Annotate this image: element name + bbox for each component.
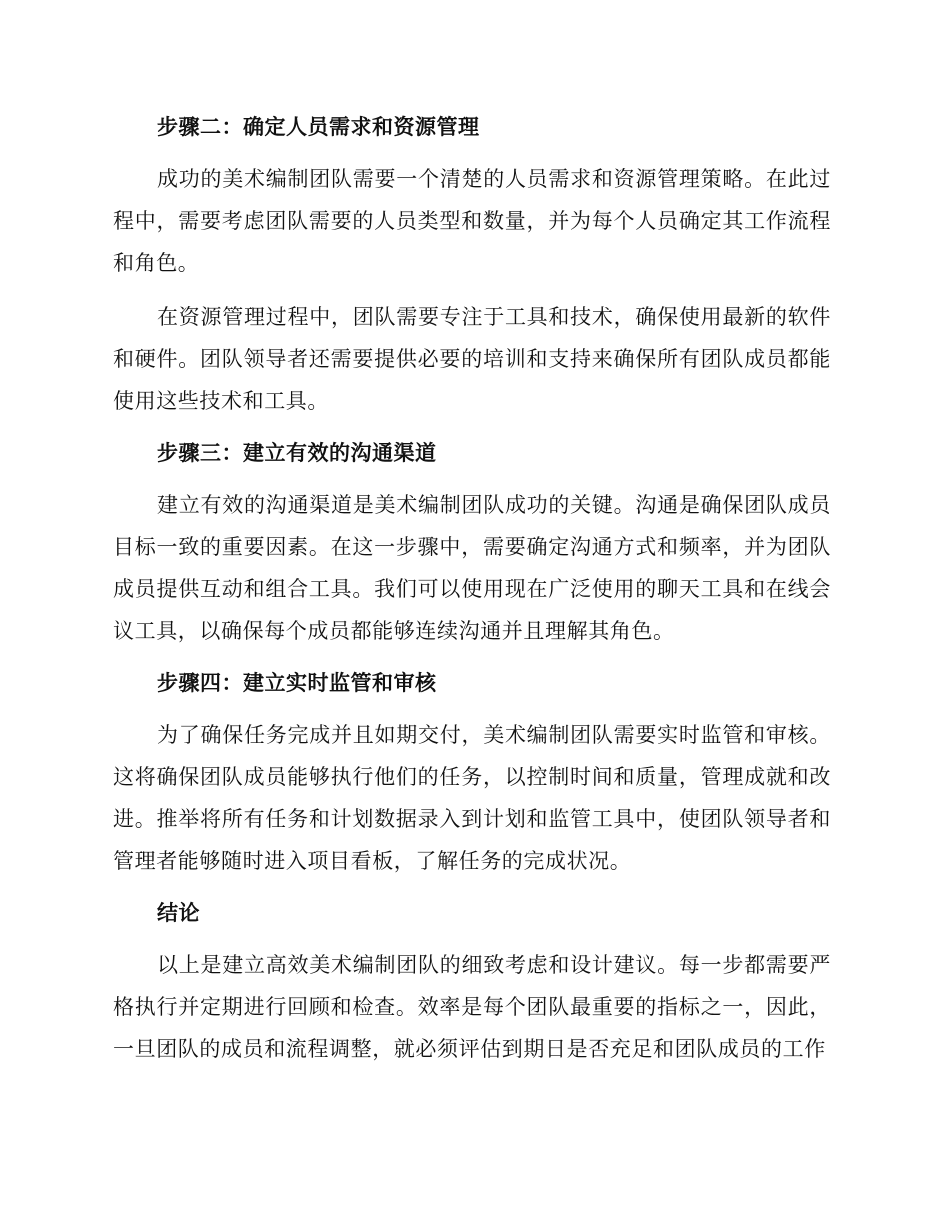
section-heading: 步骤四：建立实时监管和审核: [157, 670, 437, 695]
paragraph: 成功的美术编制团队需要一个清楚的人员需求和资源管理策略。在此过程中，需要考虑团队需要的人员类型和数量，并为每个人员确定其工作流程和角色。: [113, 167, 831, 275]
paragraph: 以上是建立高效美术编制团队的细致考虑和设计建议。每一步都需要严格执行并定期进行回顾和检查。效率是每个团队最重要的指标之一，因此，一旦团队的成员和流程调整，就必须评估到期日是否充足和团队成员的工作: [113, 953, 831, 1061]
section-conclusion: [113, 894, 831, 1070]
section-heading: 结论: [157, 900, 200, 925]
section-heading: 步骤三：建立有效的沟通渠道: [157, 440, 437, 465]
section-step-four: [113, 664, 831, 882]
paragraph: 为了确保任务完成并且如期交付，美术编制团队需要实时监管和审核。这将确保团队成员能够执行他们的任务，以控制时间和质量，管理成就和改进。推举将所有任务和计划数据录入到计划和监管工具中，使团队领导者和管理者能够随时进入项目看板，了解任务的完成状况。: [113, 723, 831, 873]
paragraph: 在资源管理过程中，团队需要专注于工具和技术，确保使用最新的软件和硬件。团队领导者还需要提供必要的培训和支持来确保所有团队成员都能使用这些技术和工具。: [113, 305, 831, 413]
section-step-three: [113, 434, 831, 652]
document-page: [113, 108, 831, 1070]
paragraph: 建立有效的沟通渠道是美术编制团队成功的关键。沟通是确保团队成员目标一致的重要因素。在这一步骤中，需要确定沟通方式和频率，并为团队成员提供互动和组合工具。我们可以使用现在广泛使用的聊天工具和在线会议工具，以确保每个成员都能够连续沟通并且理解其角色。: [113, 493, 831, 643]
section-heading: 步骤二：确定人员需求和资源管理: [157, 114, 480, 139]
section-step-two: [113, 108, 831, 422]
